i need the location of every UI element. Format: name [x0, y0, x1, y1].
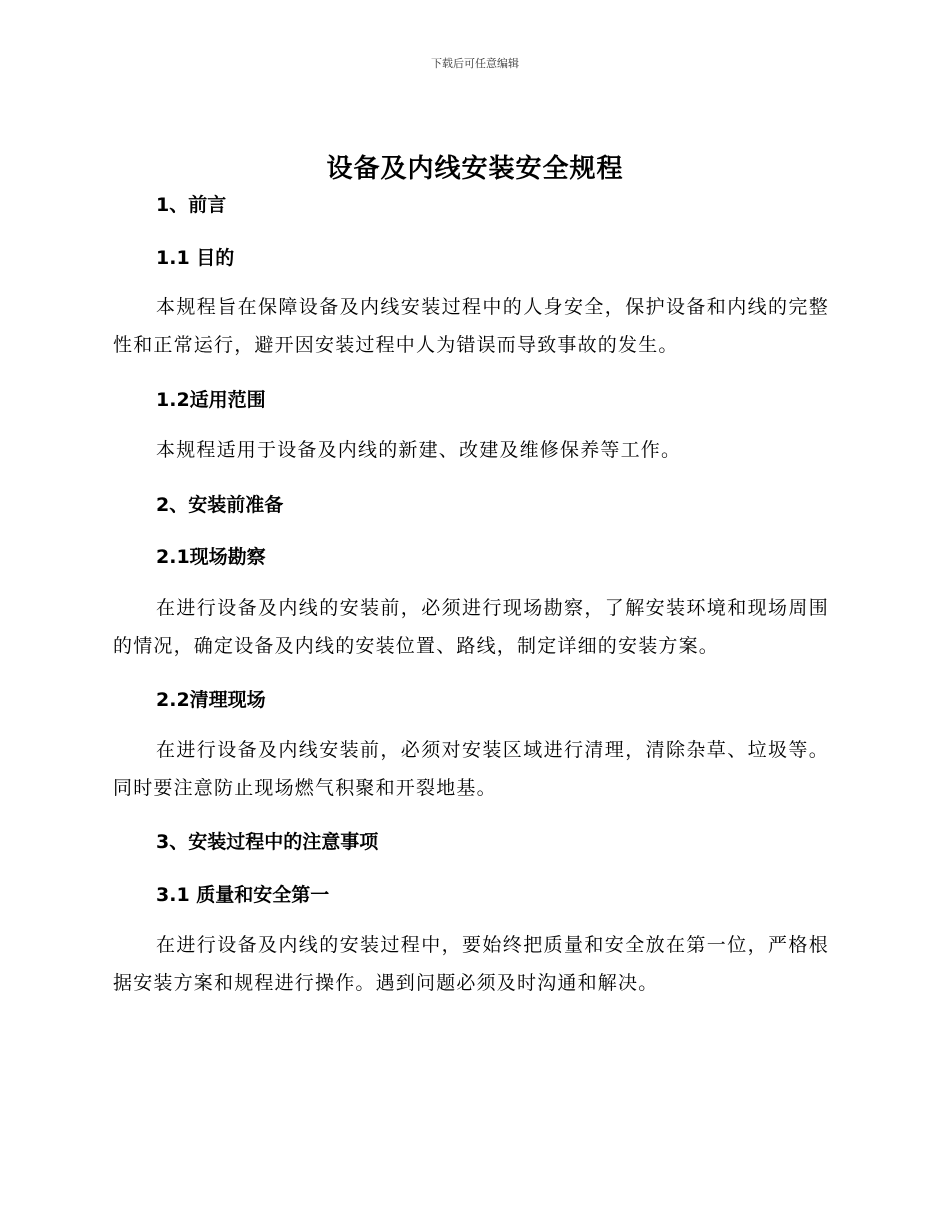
section-heading-site-survey: 2.1现场勘察	[156, 546, 266, 568]
header-note: 下载后可任意编辑	[431, 57, 519, 70]
section-heading-preface: 1、前言	[156, 194, 227, 216]
paragraph-site-cleanup: 在进行设备及内线安装前，必须对安装区域进行清理，清除杂草、垃圾等。同时要注意防止现场燃气积聚和开裂地基。	[113, 739, 829, 799]
paragraph-purpose: 本规程旨在保障设备及内线安装过程中的人身安全，保护设备和内线的完整性和正常运行，避开因安装过程中人为错误而导致事故的发生。	[113, 296, 829, 356]
section-heading-quality-safety: 3.1 质量和安全第一	[156, 884, 330, 906]
paragraph-quality-safety: 在进行设备及内线的安装过程中，要始终把质量和安全放在第一位，严格根据安装方案和规程进行操作。遇到问题必须及时沟通和解决。	[113, 934, 829, 994]
section-heading-preparation: 2、安装前准备	[156, 494, 284, 516]
section-heading-scope: 1.2适用范围	[156, 389, 266, 411]
section-heading-site-cleanup: 2.2清理现场	[156, 689, 266, 711]
section-heading-installation-notes: 3、安装过程中的注意事项	[156, 831, 379, 853]
section-heading-purpose: 1.1 目的	[156, 247, 235, 269]
paragraph-site-survey: 在进行设备及内线的安装前，必须进行现场勘察，了解安装环境和现场周围的情况，确定设备及内线的安装位置、路线，制定详细的安装方案。	[113, 597, 829, 657]
page-title: 设备及内线安装安全规程	[326, 154, 624, 184]
paragraph-scope: 本规程适用于设备及内线的新建、改建及维修保养等工作。	[156, 439, 682, 461]
